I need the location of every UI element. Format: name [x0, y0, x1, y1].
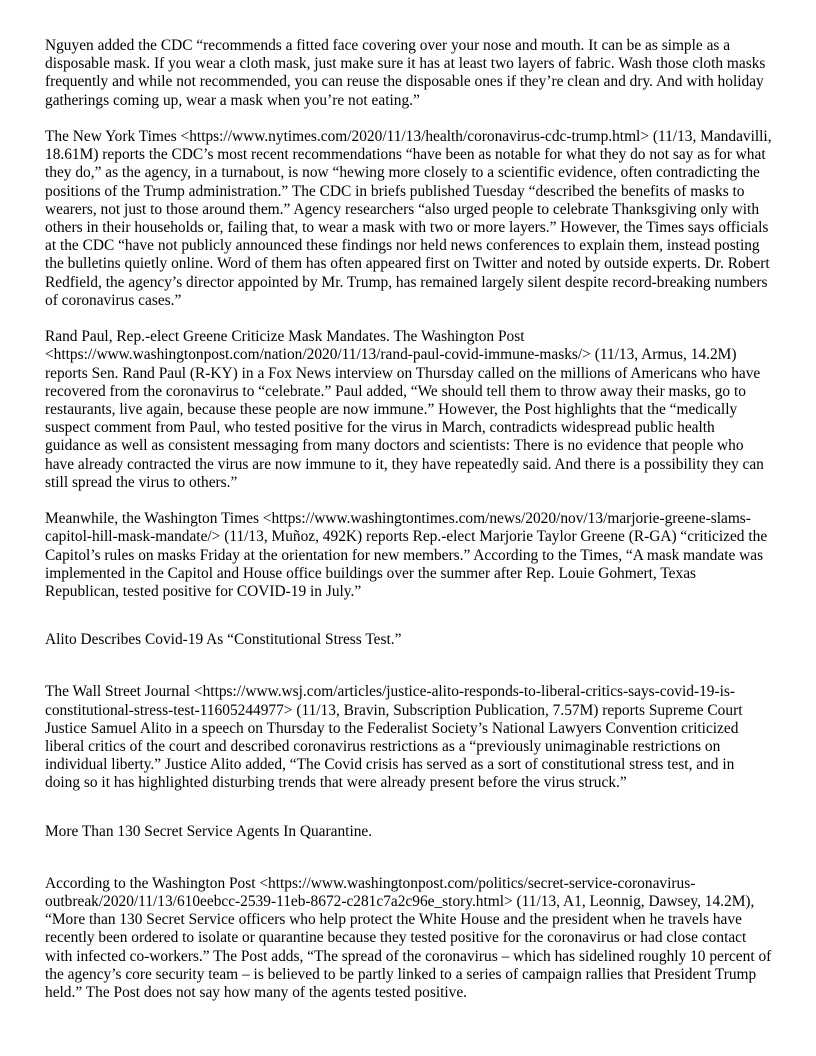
document-page	[45, 37, 773, 1020]
paragraph-washington-times-greene: Meanwhile, the Washington Times <https://www.washingtontimes.com/news/2020/nov/13/marjorie-greene-slams-capitol-hill-mask-mandate/> (11/13, Muñoz, 492K) reports Rep.-elect Marjorie Taylor Greene (R-GA) “criticized the Capitol’s rules on masks Friday at the orientation for new members.” According to the Times, “A mask mandate was implemented in the Capitol and House office buildings over the summer after Rep. Louie Gohmert, Texas Republican, tested positive for COVID-19 in July.”	[45, 510, 768, 601]
headline-secret-service: More Than 130 Secret Service Agents In Quarantine.	[45, 822, 373, 840]
paragraph-nyt-cdc-recommendations: The New York Times <https://www.nytimes.com/2020/11/13/health/coronavirus-cdc-trump.html> (11/13, Mandavilli, 18.61M) reports the CDC’s most recent recommendations “have been as notable for what they do not say as for what they do,” as the agency, in a turnabout, is now “hewing more closely to a scientific evidence, often contradicting the positions of the Trump administration.” The CDC in briefs published Tuesday “described the benefits of masks to wearers, not just to those around them.” Agency researchers “also urged people to celebrate Thanksgiving only with others in their households or, failing that, to wear a mask with two or more layers.” However, the Times says officials at the CDC “have not publicly announced these findings nor held news conferences to explain them, instead posting the bulletins quietly online. Word of them has often appeared first on Twitter and noted by outside experts. Dr. Robert Redfield, the agency’s director appointed by Mr. Trump, has remained largely silent despite record-breaking numbers of coronavirus cases.”	[45, 128, 772, 309]
headline-alito: Alito Describes Covid-19 As “Constitutional Stress Test.”	[45, 631, 402, 649]
paragraph-wsj-alito: The Wall Street Journal <https://www.wsj.com/articles/justice-alito-responds-to-liberal-critics-says-covid-19-is-constitutional-stress-test-11605244977> (11/13, Bravin, Subscription Publication, 7.57M) reports Supreme Court Justice Samuel Alito in a speech on Thursday to the Federalist Society’s National Lawyers Convention criticized liberal critics of the court and described coronavirus restrictions as a “previously unimaginable restrictions on individual liberty.” Justice Alito added, “The Covid crisis has served as a sort of constitutional stress test, and in doing so it has highlighted disturbing trends that were already present before the virus struck.”	[45, 683, 743, 792]
paragraph-cdc-mask-guidance: Nguyen added the CDC “recommends a fitted face covering over your nose and mouth. It can be as simple as a disposable mask. If you wear a cloth mask, just make sure it has at least two layers of fabric. Wash those cloth masks frequently and while not recommended, you can reuse the disposable ones if they’re clean and dry. And with holiday gatherings coming up, wear a mask when you’re not eating.”	[45, 37, 766, 109]
paragraph-wapo-secret-service: According to the Washington Post <https://www.washingtonpost.com/politics/secret-service-coronavirus-outbreak/2020/11/13/610eebcc-2539-11eb-8672-c281c7a2c96e_story.html> (11/13, A1, Leonnig, Dawsey, 14.2M), “More than 130 Secret Service officers who help protect the White House and the president when he travels have recently been ordered to isolate or quarantine because they tested positive for the coronavirus or had close contact with infected co-workers.” The Post adds, “The spread of the coronavirus – which has sidelined roughly 10 percent of the agency’s core security team – is believed to be partly linked to a series of campaign rallies that President Trump held.” The Post does not say how many of the agents tested positive.	[45, 874, 772, 1002]
paragraph-rand-paul-greene: Rand Paul, Rep.-elect Greene Criticize Mask Mandates. The Washington Post <https://www.washingtonpost.com/nation/2020/11/13/rand-paul-covid-immune-masks/> (11/13, Armus, 14.2M) reports Sen. Rand Paul (R-KY) in a Fox News interview on Thursday called on the millions of Americans who have recovered from the coronavirus to “celebrate.” Paul added, “We should tell them to throw away their masks, go to restaurants, live again, because these people are now immune.” However, the Post highlights that the “medically suspect comment from Paul, who tested positive for the virus in March, contradicts widespread public health guidance as well as consistent messaging from many doctors and scientists: There is no evidence that people who have already contracted the virus are now immune to it, they have repeatedly said. And there is a possibility they can still spread the virus to others.”	[45, 328, 764, 491]
